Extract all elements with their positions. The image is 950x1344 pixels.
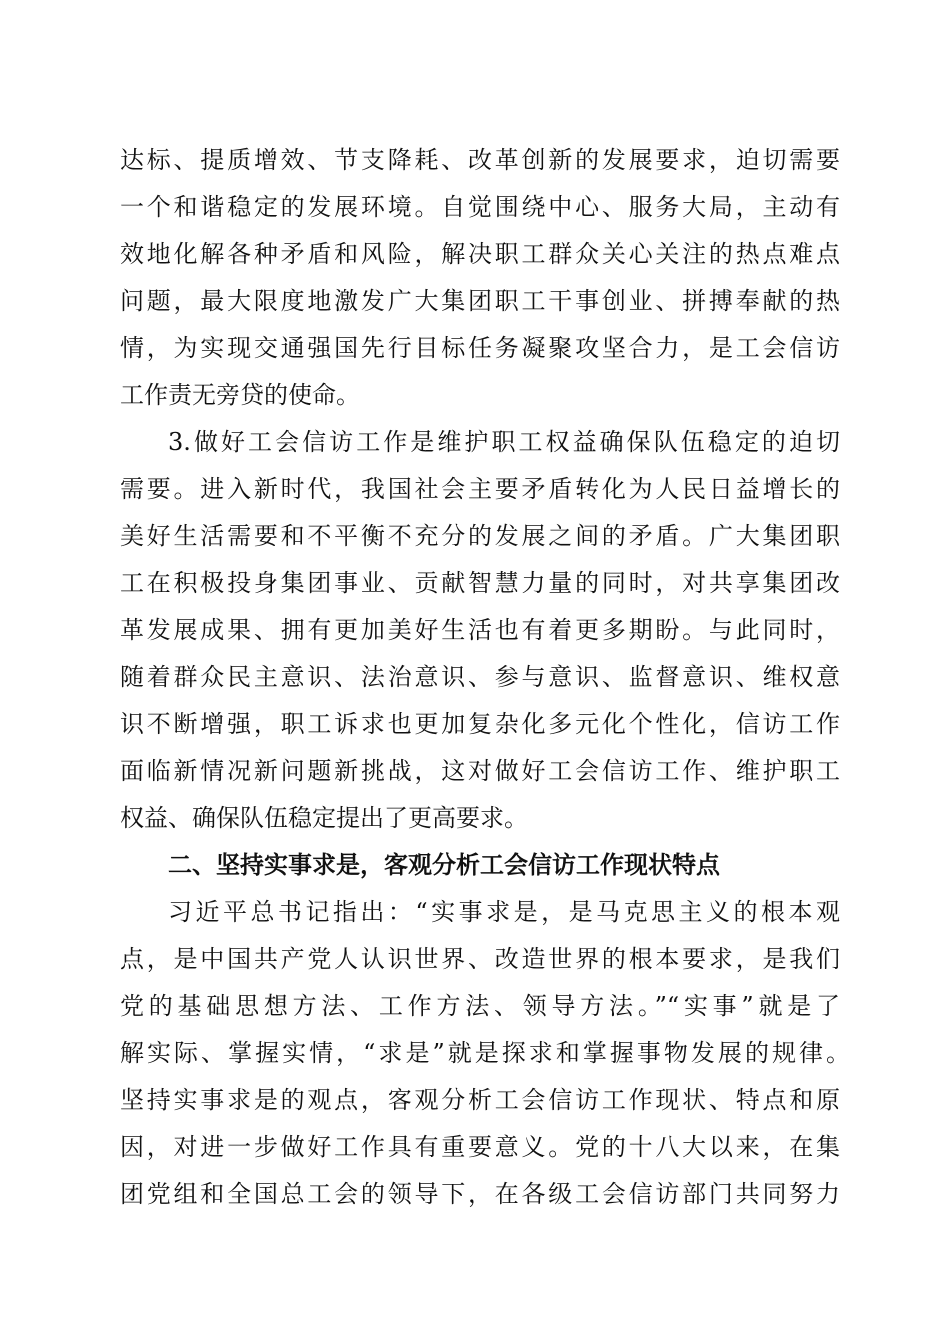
body-text-line: 美好生活需要和不平衡不充分的发展之间的矛盾。广大集团职 (120, 522, 840, 550)
section-heading: 二、坚持实事求是，客观分析工会信访工作现状特点 (168, 851, 720, 879)
body-text-line: 因，对进一步做好工作具有重要意义。党的十八大以来，在集 (120, 1133, 840, 1161)
body-text-line: 问题，最大限度地激发广大集团职工干事创业、拼搏奉献的热 (120, 287, 840, 315)
body-text-line: 达标、提质增效、节支降耗、改革创新的发展要求，迫切需要 (120, 146, 840, 174)
body-text-line: 团党组和全国总工会的领导下，在各级工会信访部门共同努力 (120, 1180, 840, 1208)
body-text-line: 解实际、掌握实情，“求是”就是探求和掌握事物发展的规律。 (120, 1039, 850, 1067)
body-text-line: 工作责无旁贷的使命。 (120, 381, 360, 409)
body-text-line: 效地化解各种矛盾和风险，解决职工群众关心关注的热点难点 (120, 240, 840, 268)
body-text-line: 坚持实事求是的观点，客观分析工会信访工作现状、特点和原 (120, 1086, 840, 1114)
body-text-line: 点，是中国共产党人认识世界、改造世界的根本要求，是我们 (120, 945, 840, 973)
body-text-line: 需要。进入新时代，我国社会主要矛盾转化为人民日益增长的 (120, 475, 840, 503)
body-text-line: 权益、确保队伍稳定提出了更高要求。 (120, 804, 528, 832)
body-text-line: 工在积极投身集团事业、贡献智慧力量的同时，对共享集团改 (120, 569, 840, 597)
paragraph-first-line: 习近平总书记指出：“实事求是，是马克思主义的根本观 (168, 898, 840, 926)
body-text-line: 党的基础思想方法、工作方法、领导方法。”“实事”就是了 (120, 992, 840, 1020)
body-text-line: 革发展成果、拥有更加美好生活也有着更多期盼。与此同时， (120, 616, 840, 644)
paragraph-first-line: 3.做好工会信访工作是维护职工权益确保队伍稳定的迫切 (168, 428, 840, 456)
body-text-line: 情，为实现交通强国先行目标任务凝聚攻坚合力，是工会信访 (120, 334, 840, 362)
body-text-line: 面临新情况新问题新挑战，这对做好工会信访工作、维护职工 (120, 757, 840, 785)
body-text-line: 识不断增强，职工诉求也更加复杂化多元化个性化，信访工作 (120, 710, 840, 738)
body-text-line: 一个和谐稳定的发展环境。自觉围绕中心、服务大局，主动有 (120, 193, 840, 221)
body-text-line: 随着群众民主意识、法治意识、参与意识、监督意识、维权意 (120, 663, 840, 691)
